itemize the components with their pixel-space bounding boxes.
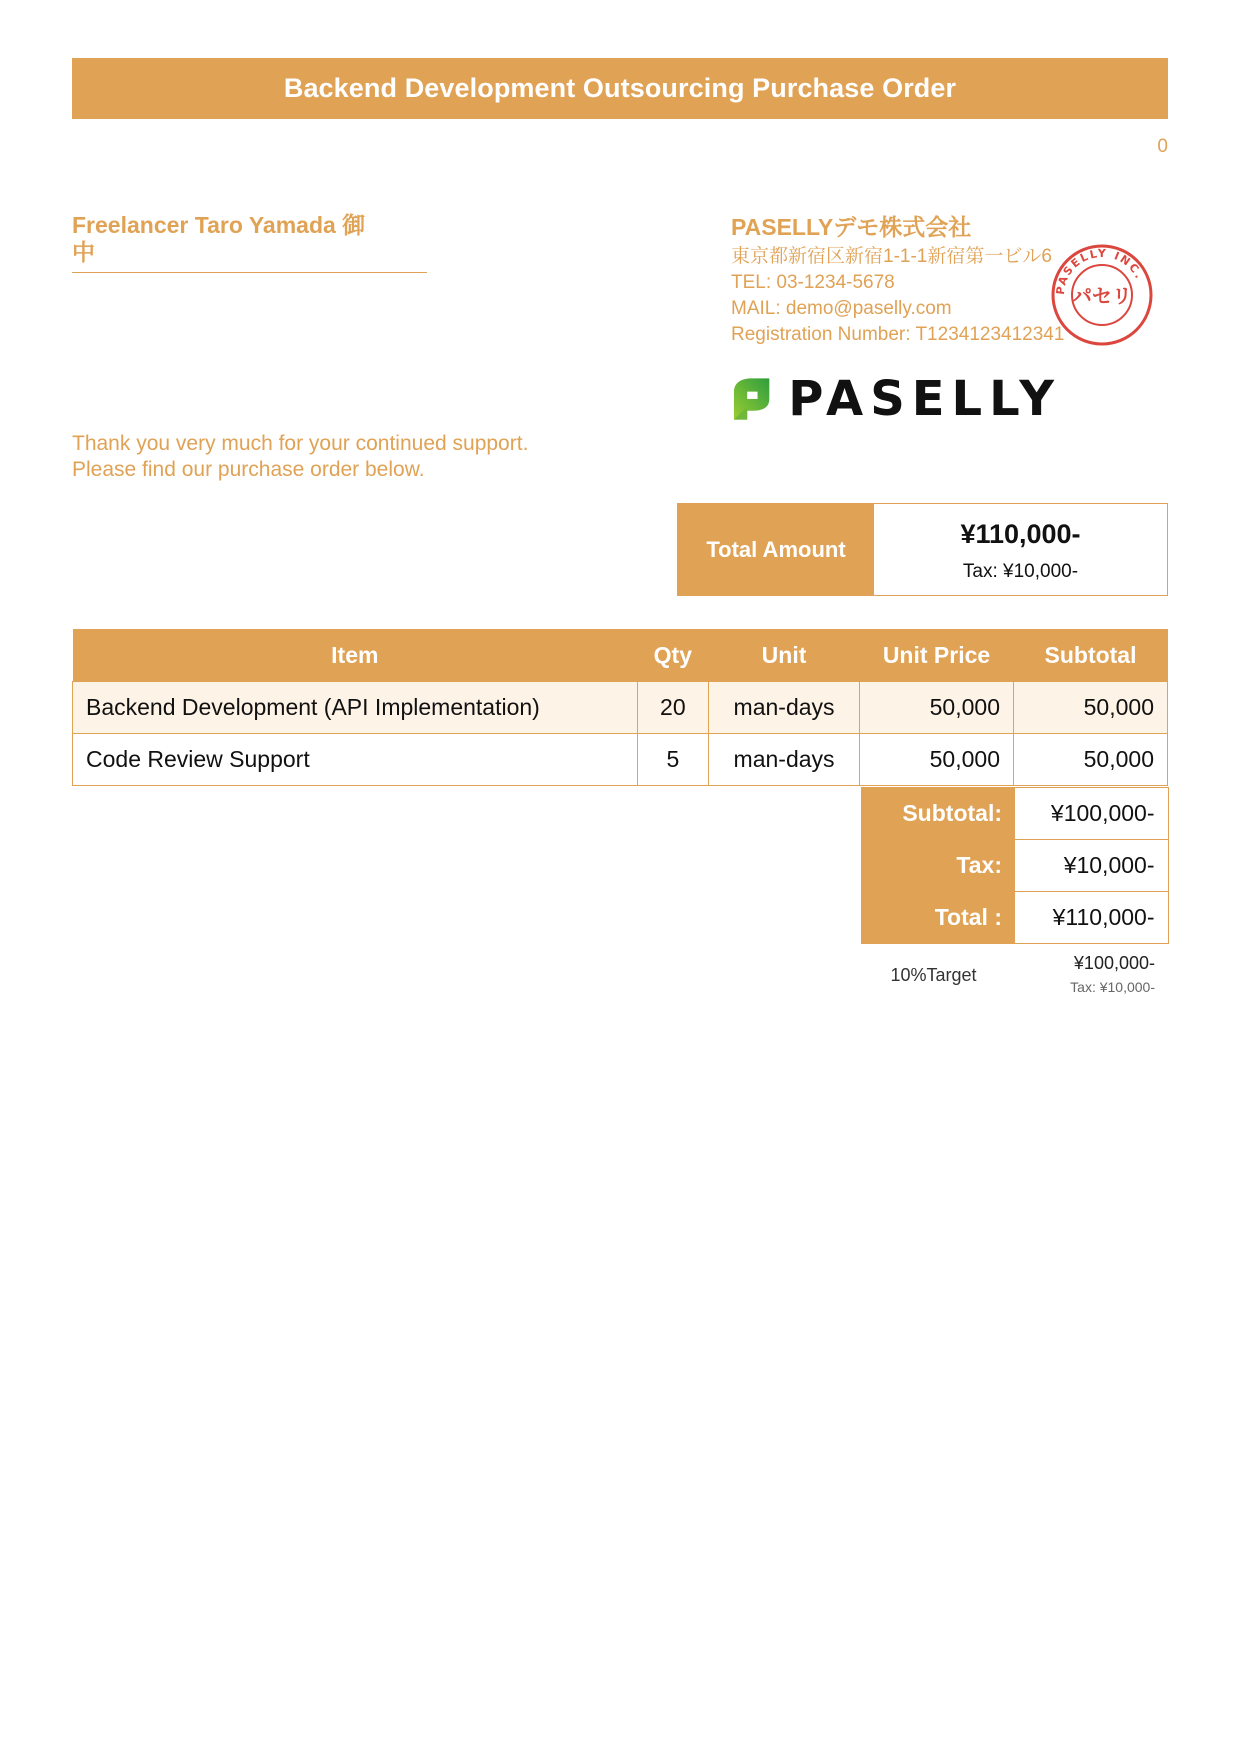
header-item: Item (73, 629, 638, 682)
tax-breakdown-values (1006, 951, 1168, 999)
greeting-line-2: Please find our purchase order below. (72, 458, 425, 481)
logo-wordmark: PASELLY (788, 371, 1061, 427)
seal-ring-text: PASELLY INC. (1053, 246, 1147, 296)
summary-table (861, 787, 1169, 944)
summary-total-row (861, 892, 1168, 944)
summary-total-value: ¥110,000- (1015, 892, 1168, 944)
cell-qty: 20 (637, 682, 708, 734)
total-amount-value: ¥110,000- (960, 518, 1081, 549)
issuer-tel: TEL: 03-1234-5678 (731, 272, 895, 293)
leaf-logo-icon (731, 369, 772, 429)
recipient-name: Freelancer Taro Yamada 御 (72, 212, 366, 238)
cell-unit-price: 50,000 (860, 682, 1014, 734)
tax-breakdown (861, 951, 1168, 999)
summary-subtotal-label: Subtotal: (861, 788, 1015, 840)
total-amount-value-cell (874, 504, 1167, 595)
recipient-suffix: 中 (72, 239, 95, 265)
document-title: Backend Development Outsourcing Purchase Order (283, 73, 957, 103)
total-amount-label: Total Amount (678, 504, 874, 595)
company-seal-stamp (1050, 243, 1154, 347)
cell-qty: 5 (637, 734, 708, 786)
tax-breakdown-label: 10%Target (890, 964, 977, 985)
company-logo (731, 366, 1061, 432)
tax-breakdown-tax: Tax: ¥10,000- (1070, 979, 1155, 995)
summary-total-label: Total : (861, 892, 1015, 944)
header-unit-price: Unit Price (860, 629, 1014, 682)
cell-item: Backend Development (API Implementation) (73, 682, 638, 734)
total-amount-tax: Tax: ¥10,000- (962, 560, 1079, 582)
greeting-line-1: Thank you very much for your continued support. (72, 432, 529, 455)
summary-tax-value: ¥10,000- (1015, 840, 1168, 892)
summary-subtotal-row (861, 788, 1168, 840)
total-amount-box (677, 503, 1168, 596)
items-table-header (73, 629, 1168, 682)
header-subtotal: Subtotal (1014, 629, 1168, 682)
title-bar (72, 58, 1168, 119)
greeting-message (72, 431, 528, 483)
table-row (73, 682, 1168, 734)
issuer-mail: MAIL: demo@paselly.com (731, 298, 952, 319)
cell-unit: man-days (709, 734, 860, 786)
cell-subtotal: 50,000 (1014, 682, 1168, 734)
issuer-registration: Registration Number: T1234123412341 (731, 324, 1065, 345)
cell-unit: man-days (709, 682, 860, 734)
cell-item: Code Review Support (73, 734, 638, 786)
issuer-address: 東京都新宿区新宿1-1-1新宿第一ビル6 (731, 246, 1052, 267)
tax-breakdown-amount: ¥100,000- (1073, 953, 1155, 973)
issuer-company: PASELLYデモ株式会社 (731, 214, 972, 240)
seal-center-text: パセリ (1072, 284, 1132, 308)
header-unit: Unit (709, 629, 860, 682)
summary-tax-label: Tax: (861, 840, 1015, 892)
summary-tax-row (861, 840, 1168, 892)
header-qty: Qty (637, 629, 708, 682)
recipient-block (72, 212, 427, 273)
document-number: 0 (1157, 136, 1168, 157)
cell-unit-price: 50,000 (860, 734, 1014, 786)
table-row (73, 734, 1168, 786)
items-table (72, 629, 1168, 786)
cell-subtotal: 50,000 (1014, 734, 1168, 786)
summary-subtotal-value: ¥100,000- (1015, 788, 1168, 840)
